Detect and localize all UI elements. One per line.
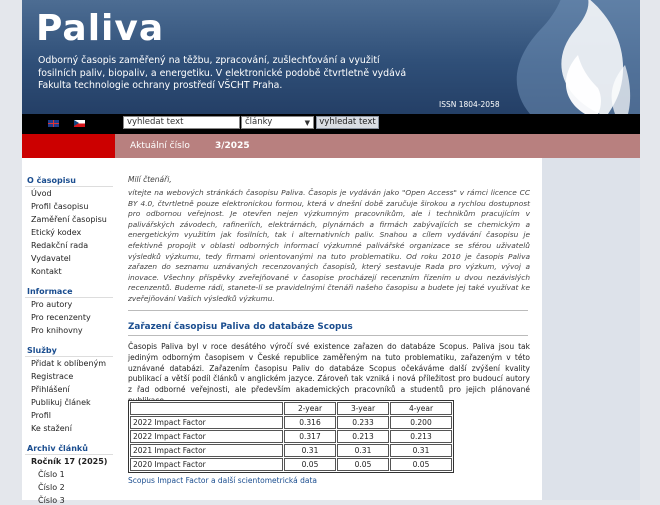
issue-bar-accent (22, 134, 115, 158)
en-flag-icon[interactable] (48, 120, 59, 127)
table-row (130, 430, 452, 443)
table-cell: 0.213 (390, 430, 452, 443)
table-cell: 0.31 (337, 444, 389, 457)
greeting: Milí čtenáři, (128, 175, 172, 184)
sidebar-heading-archive[interactable]: Archiv článků (27, 444, 88, 453)
current-issue-label: Aktuální číslo (130, 141, 190, 151)
chevron-down-icon: ▼ (304, 119, 310, 127)
table-cell: 0.05 (284, 458, 336, 471)
sidebar-item-pro-recenzenty[interactable]: Pro recenzenty (31, 313, 91, 322)
sidebar-item-eticky-kodex[interactable]: Etický kodex (31, 228, 82, 237)
page (22, 0, 640, 505)
cz-flag-icon[interactable] (74, 120, 85, 127)
sidebar-item-prihlaseni[interactable]: Přihlášení (31, 385, 70, 394)
table-cell: 2020 Impact Factor (130, 458, 283, 471)
table-cell: 2021 Impact Factor (130, 444, 283, 457)
impact-factor-table (128, 400, 454, 473)
sidebar-item-redakcni-rada[interactable]: Redakční rada (31, 241, 89, 250)
table-row (130, 416, 452, 429)
table-header-cell: 3-year (337, 402, 389, 415)
current-issue-bar (22, 134, 640, 158)
scopus-paragraph: Časopis Paliva byl v roce desátého výročí své existence zařazen do databáze Scopus. Paliva jsou tak jediným odborným časopisem v České republice zaměřeným na tuto problematiku, zařazeným v této uznávané databázi. Zařazením časopisu Paliv do databáze Scopus očekáváme další zvýšení kvality publikací a větší podíl článků v anglickém jazyce. Zároveň tak vzniká i nová příležitost pro budoucí autory z řad odborné veřejnosti, ale především akademických pracovníků a studentů pro jejich plánované (128, 342, 530, 395)
right-column (542, 158, 640, 500)
table-cell: 2022 Impact Factor (130, 416, 283, 429)
table-cell: 2022 Impact Factor (130, 430, 283, 443)
sidebar-divider (25, 186, 113, 187)
search-button[interactable]: vyhledat text (316, 116, 379, 129)
current-issue-link[interactable]: 3/2025 (215, 141, 250, 151)
divider (128, 310, 528, 311)
sidebar-item-cislo-2[interactable]: Číslo 2 (38, 483, 65, 492)
sidebar-item-vydavatel[interactable]: Vydavatel (31, 254, 71, 263)
sidebar-item-rocnik[interactable]: Ročník 17 (2025) (31, 457, 108, 466)
sidebar-item-cislo-1[interactable]: Číslo 1 (38, 470, 65, 479)
table-header-row (130, 402, 452, 415)
table-cell: 0.316 (284, 416, 336, 429)
table-header-cell: 2-year (284, 402, 336, 415)
intro-paragraph: vítejte na webových stránkách časopisu Paliva. Časopis je vydáván jako "Open Access" v rámci licence CC BY 4.0, čtvrtletně pouze elektronickou formou, která v dnešní době zaručuje širokou a rychlou dostupnost pro odbornou veřejnost. Je otevřen nejen výzkumným pracovníkům, ale i technikům pracujícím v palivářských závodech, rafineriích, elektrárnách, plynárnách a firmách zabývajících se chemickým a energetickým využitím jak fosilních, tak i alternativních paliv. Snahou a cílem vydávání časopisu je efektivně propojit v oblasti odborných informací výzkumné palivářské organizace se sférou uživatelů výsledků výzkumu, tedy firmami orientovanými na tuto problematiku. Od roku 2010 je časopis Paliva zařazen do seznamu uznávaných recenzovaných časopisů, který sestavuje Rada pro výzkum, vývoj a inovace. Všechny příspěvky zveřejňované v časopise procházejí recenzním řízením u dvou nezávislých recenzentů. Budeme rádi, stanete-li se pravidelnými čtenáři našeho časopisu a budete jej také využívat ke zveřejňování Vašich výsledků výzkumu. (128, 188, 530, 303)
sidebar-divider (25, 356, 113, 357)
sidebar-item-profil[interactable]: Profil časopisu (31, 202, 89, 211)
table-cell: 0.05 (337, 458, 389, 471)
search-scope-value: články (245, 117, 273, 127)
section-title: Zařazení časopisu Paliva do databáze Scopus (128, 322, 353, 332)
sidebar-item-pro-knihovny[interactable]: Pro knihovny (31, 326, 83, 335)
scopus-data-link[interactable]: Scopus Impact Factor a další scientometrická data (128, 476, 317, 485)
sidebar-heading-info[interactable]: Informace (27, 287, 73, 296)
table-header-cell: 4-year (390, 402, 452, 415)
site-logo[interactable]: Paliva (36, 8, 165, 49)
sidebar-item-zamereni[interactable]: Zaměření časopisu (31, 215, 107, 224)
table-cell: 0.233 (337, 416, 389, 429)
sidebar (22, 158, 115, 505)
sidebar-item-ke-stazeni[interactable]: Ke stažení (31, 424, 72, 433)
sidebar-heading-about[interactable]: O časopisu (27, 176, 76, 185)
sidebar-item-cislo-3[interactable]: Číslo 3 (38, 496, 65, 505)
sidebar-item-publikuj[interactable]: Publikuj článek (31, 398, 91, 407)
sidebar-heading-services[interactable]: Služby (27, 346, 57, 355)
sidebar-item-pro-autory[interactable]: Pro autory (31, 300, 73, 309)
table-cell: 0.31 (390, 444, 452, 457)
divider (128, 335, 528, 336)
table-header-cell (130, 402, 283, 415)
sidebar-item-oblibene[interactable]: Přidat k oblíbeným (31, 359, 107, 368)
table-cell: 0.05 (390, 458, 452, 471)
sidebar-item-profil-user[interactable]: Profil (31, 411, 51, 420)
table-row (130, 444, 452, 457)
issn-label: ISSN 1804-2058 (439, 100, 500, 109)
site-tagline: Odborný časopis zaměřený na těžbu, zpracování, zušlechťování a využití fosilních paliv, biopaliv, a energetiku. V elektronické podobě čtvrtletně vydává Fakulta technologie ochrany prostředí VŠCHT Praha. (38, 55, 407, 91)
search-scope-select[interactable] (241, 116, 314, 129)
sidebar-item-registrace[interactable]: Registrace (31, 372, 74, 381)
flame-logo-icon (490, 0, 640, 114)
search-input[interactable]: vyhledat text (123, 116, 240, 129)
table-row (130, 458, 452, 471)
table-cell: 0.200 (390, 416, 452, 429)
sidebar-item-uvod[interactable]: Úvod (31, 189, 52, 198)
sidebar-divider (25, 297, 113, 298)
table-cell: 0.31 (284, 444, 336, 457)
site-header (22, 0, 640, 114)
table-cell: 0.317 (284, 430, 336, 443)
table-cell: 0.213 (337, 430, 389, 443)
sidebar-divider (25, 454, 113, 455)
sidebar-item-kontakt[interactable]: Kontakt (31, 267, 62, 276)
